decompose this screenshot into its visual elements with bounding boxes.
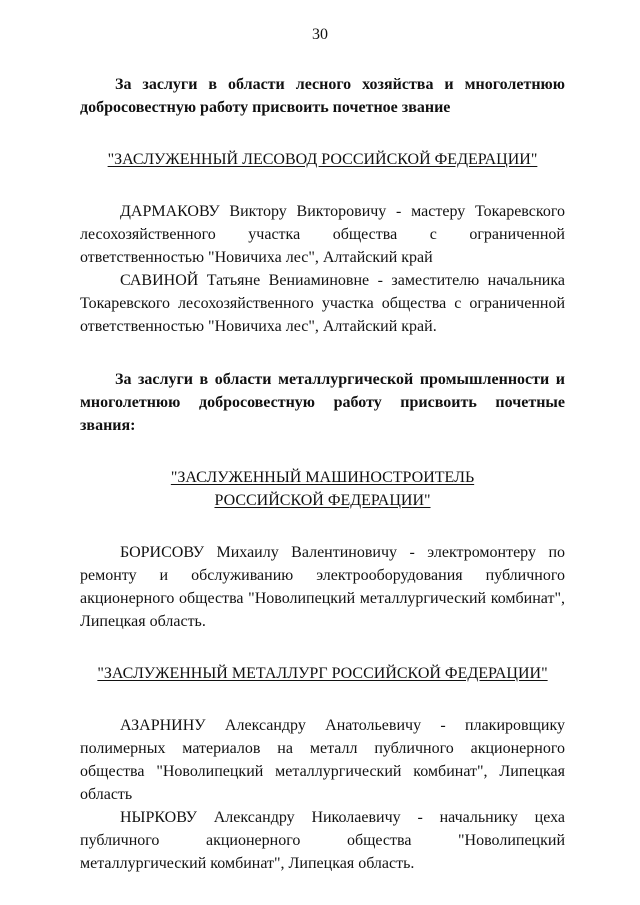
award-title-metallurgist: [80, 662, 565, 685]
award-title-machine-builder: [80, 466, 565, 512]
section-intro-metallurgy: За заслуги в области металлургической промышленности и многолетнюю добросовестную работу присвоить почетные звания:: [80, 371, 565, 434]
section-intro-forestry: За заслуги в области лесного хозяйства и многолетнюю добросовестную работу присвоить почетное звание: [80, 76, 565, 116]
award-title-line: "ЗАСЛУЖЕННЫЙ МЕТАЛЛУРГ РОССИЙСКОЙ ФЕДЕРАЦИИ": [97, 665, 548, 682]
award-recipient-nyrkov: НЫРКОВУ Александру Николаевичу - начальнику цеха публичного акционерного общества "Новолипецкий металлургический комбинат", Липецкая область.: [80, 809, 565, 872]
award-title-forester: [80, 148, 565, 171]
page-number: 30: [312, 26, 328, 43]
award-title-line: "ЗАСЛУЖЕННЫЙ МАШИНОСТРОИТЕЛЬ: [170, 469, 475, 486]
award-title-line: РОССИЙСКОЙ ФЕДЕРАЦИИ": [214, 492, 431, 509]
award-recipient-borisov: БОРИСОВУ Михаилу Валентиновичу - электромонтеру по ремонту и обслуживанию электрооборудования публичного акционерного общества "Новолипецкий металлургический комбинат", Липецкая область.: [80, 544, 565, 630]
award-recipient-darmakov: ДАРМАКОВУ Виктору Викторовичу - мастеру Токаревского лесохозяйственного участка общества с ограниченной ответственностью "Новичиха лес", Алтайский край: [80, 203, 565, 266]
award-title-line: "ЗАСЛУЖЕННЫЙ ЛЕСОВОД РОССИЙСКОЙ ФЕДЕРАЦИИ": [107, 151, 538, 168]
award-recipient-savina: САВИНОЙ Татьяне Вениаминовне - заместителю начальника Токаревского лесохозяйственного участка общества с ограниченной ответственностью "Новичиха лес", Алтайский край.: [80, 272, 565, 335]
award-recipient-azarnin: АЗАРНИНУ Александру Анатольевичу - плакировщику полимерных материалов на металл публичного акционерного общества "Новолипецкий металлургический комбинат", Липецкая область: [80, 717, 565, 803]
document-body: [80, 73, 565, 875]
